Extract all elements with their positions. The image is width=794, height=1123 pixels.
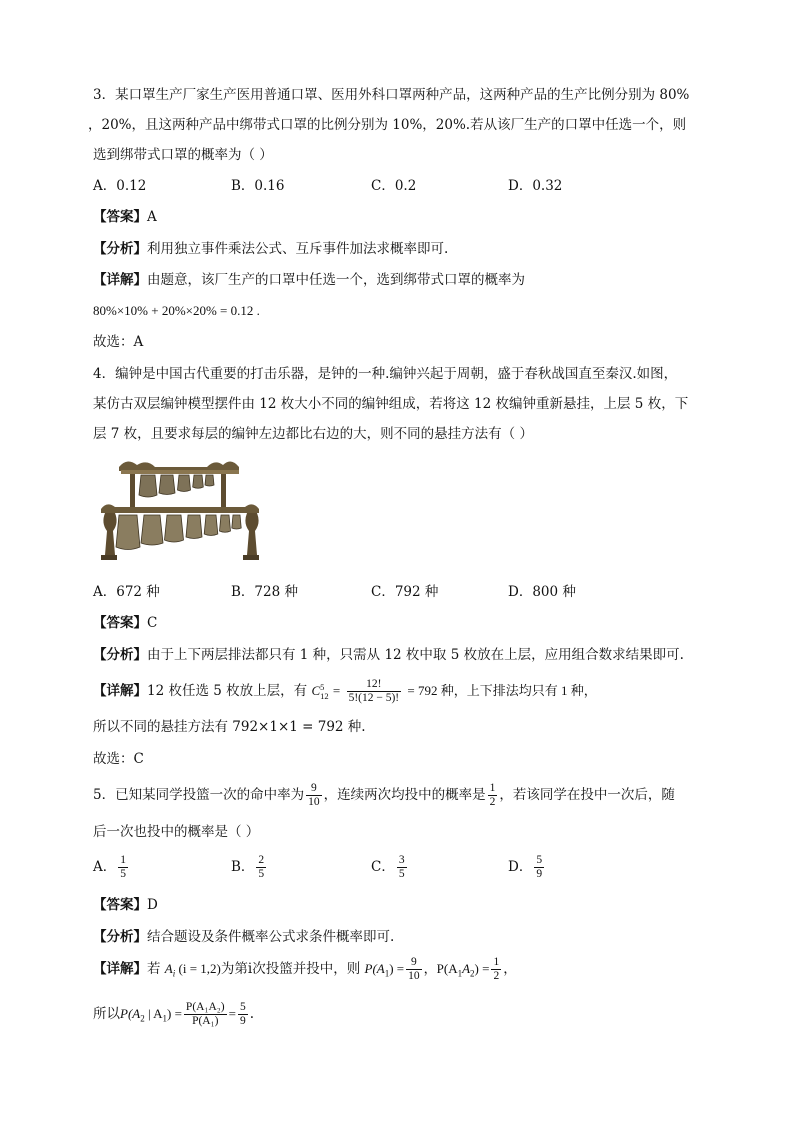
consecutive-fraction: $\frac{1}{2}$	[489, 782, 496, 808]
prob-a1a2-fraction: $\frac{1}{2}$	[493, 956, 500, 982]
q5-answer	[93, 896, 158, 914]
q3-option-d: D．0.32	[508, 178, 563, 194]
q3-answer	[93, 208, 157, 226]
q5-detail: 【详解】若 $A_i$ (i = 1,2)为第i次投篮并投中，则 $P(A_1)$ = $\frac{9}{10}$ ，$P(A_1A_2)$ = $\frac{1}{2}$ ，	[93, 956, 517, 982]
bianzhong-bells-image	[97, 455, 263, 565]
detail-text: 若	[147, 961, 161, 977]
q3-stem-line1: 3．某口罩生产厂家生产医用普通口罩、医用外科口罩两种产品，这两种产品的生产比例分别为 80%	[93, 87, 690, 103]
analysis-tag: 【分析】	[93, 929, 147, 945]
equals-sign: =	[332, 683, 341, 698]
q3-option-c: C．0.2	[371, 178, 417, 194]
result-fraction: $\frac{5}{9}$	[239, 1001, 246, 1027]
q4-final: 故选：C	[93, 751, 144, 767]
conditional-fraction: $\frac{\text{P(A₁A₂)}}{\text{P(A₁)}}$	[185, 1001, 225, 1027]
q4-stem-line3: 层 7 枚，且要求每层的编钟左边都比右边的大，则不同的悬挂方法有（ ）	[93, 426, 533, 442]
q5-stem-part1: 5．已知某同学投篮一次的命中率为	[93, 787, 305, 803]
combination-fraction: $\frac{12!}{5!(12 - 5)!}$	[348, 678, 400, 704]
answer-value: D	[147, 897, 158, 913]
q5-stem-line1	[93, 777, 675, 813]
analysis-tag: 【分析】	[93, 647, 147, 663]
analysis-text: 利用独立事件乘法公式、互斥事件加法求概率即可.	[147, 241, 449, 257]
combination-symbol: C 5 12	[311, 682, 329, 702]
detail-tag: 【详解】	[93, 272, 147, 288]
q4-analysis	[93, 646, 684, 664]
q4-detail	[93, 676, 597, 706]
answer-tag: 【答案】	[93, 897, 147, 913]
conclusion-text: 所以	[93, 1006, 120, 1022]
answer-tag: 【答案】	[93, 615, 147, 631]
q5-stem-line2: 后一次也投中的概率是（ ）	[93, 824, 260, 840]
q4-answer	[93, 614, 157, 632]
event-symbol: $A_i$ (i = 1,2)	[164, 961, 221, 979]
q4-detail-line2: 所以不同的悬挂方法有 792×1×1 = 792 种.	[93, 719, 366, 735]
q3-formula: 80%×10% + 20%×20% = 0.12 .	[93, 303, 260, 318]
answer-tag: 【答案】	[93, 209, 147, 225]
q4-stem-line2: 某仿古双层编钟模型摆件由 12 枚大小不同的编钟组成，若将这 12 枚编钟重新悬挂，上层 5 枚，下	[93, 396, 689, 412]
detail-text-2: 为第i次投篮并投中，则	[220, 961, 361, 977]
q5-option-c: C． $\frac{3}{5}$	[371, 854, 405, 880]
prob-a1a2: ，$P(A_1A_2)$ =	[423, 961, 490, 979]
q5-option-b: B． $\frac{2}{5}$	[231, 854, 265, 880]
analysis-text: 由于上下两层排法都只有 1 种，只需从 12 枚中取 5 枚放在上层，应用组合数求结果即可.	[147, 647, 684, 663]
detail-tag: 【详解】	[93, 683, 147, 699]
conditional-prob: $P(A_2$ | $A_1$) =	[120, 1006, 182, 1024]
detail-text: 12 枚任选 5 枚放上层，有	[147, 683, 308, 699]
q5-stem-part2: ，连续两次均投中的概率是	[323, 787, 486, 803]
detail-text: 由题意，该厂生产的口罩中任选一个，选到绑带式口罩的概率为	[147, 272, 525, 288]
prob-a1: $P(A_1)$ =	[364, 961, 405, 979]
q3-stem-line3: 选到绑带式口罩的概率为（ ）	[93, 147, 273, 163]
q5-option-a: A． $\frac{1}{5}$	[93, 854, 126, 880]
prob-a1-fraction: $\frac{9}{10}$	[408, 956, 420, 982]
q5-analysis	[93, 928, 394, 946]
q3-detail	[93, 271, 525, 289]
q4-option-a: A．672 种	[93, 584, 160, 600]
answer-value: A	[147, 209, 157, 225]
q5-option-d: D． $\frac{5}{9}$	[508, 854, 543, 880]
analysis-text: 结合题设及条件概率公式求条件概率即可.	[147, 929, 395, 945]
answer-value: C	[147, 615, 158, 631]
hit-rate-fraction: $\frac{9}{10}$	[308, 782, 320, 808]
detail-tag: 【详解】	[93, 961, 147, 977]
q4-option-c: C．792 种	[371, 584, 439, 600]
q4-option-b: B．728 种	[231, 584, 298, 600]
analysis-tag: 【分析】	[93, 241, 147, 257]
q5-conclusion: 所以$P(A_2$ | $A_1$) = $\frac{\text{P(A₁A₂)}}{\text{P(A₁)}}$ = $\frac{5}{9}$ .	[93, 1001, 254, 1027]
q3-option-a: A．0.12	[93, 178, 147, 194]
q3-analysis	[93, 240, 448, 258]
q3-stem-line2: ，20%，且这两种产品中绑带式口罩的比例分别为 10%，20%.若从该厂生产的口罩中任选一个，则	[88, 117, 687, 133]
q3-option-b: B．0.16	[231, 178, 285, 194]
q3-final: 故选：A	[93, 334, 144, 350]
detail-result: = 792 种，上下排法均只有 1 种，	[407, 683, 597, 698]
q5-stem-part3: ，若该同学在投中一次后，随	[499, 787, 675, 803]
q4-stem-line1: 4．编钟是中国古代重要的打击乐器，是钟的一种.编钟兴起于周朝，盛于春秋战国直至秦汉.如图，	[93, 366, 678, 382]
bells-illustration	[97, 455, 263, 565]
q4-option-d: D．800 种	[508, 584, 576, 600]
